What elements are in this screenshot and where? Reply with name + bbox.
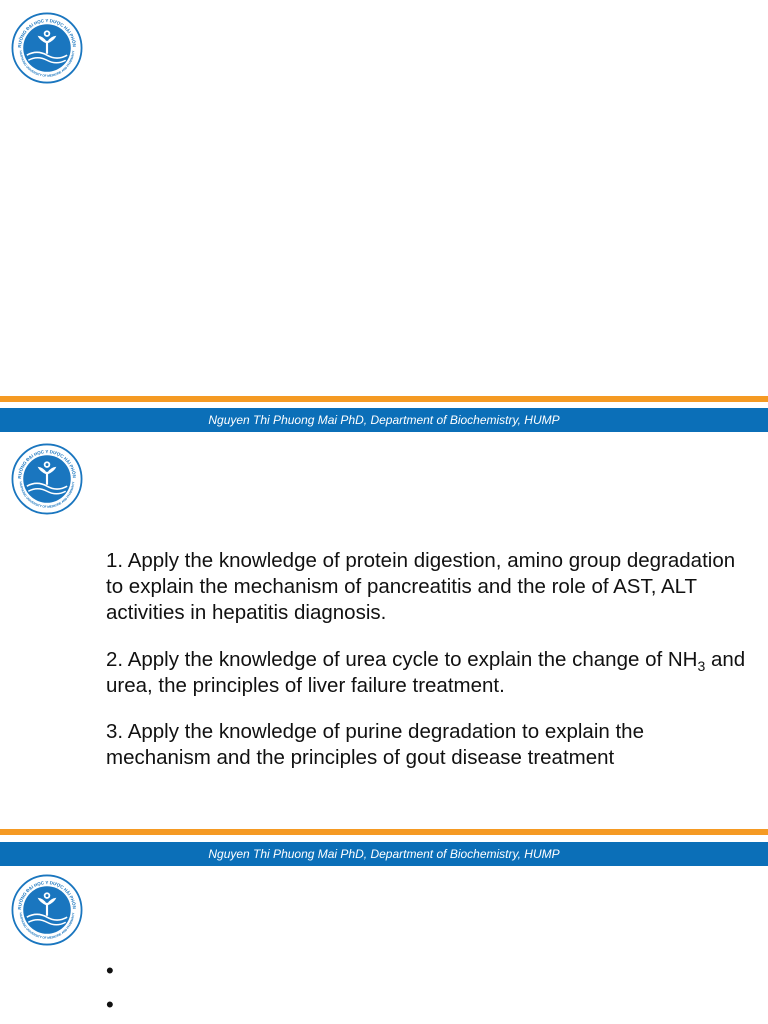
university-logo-icon (11, 874, 83, 946)
footer-text: Nguyen Thi Phuong Mai PhD, Department of Biochemistry, HUMP (208, 413, 560, 427)
objective-item (106, 647, 746, 699)
slide-2 (0, 433, 768, 866)
bullet-list (106, 954, 114, 1022)
objective-number: 3. (106, 720, 124, 743)
university-logo-icon (11, 443, 83, 515)
footer-bar (0, 842, 768, 866)
objective-number: 1. (106, 549, 124, 572)
objective-text-continued: and urea, the principles of liver failure treatment. (106, 647, 746, 697)
objective-number: 2. (106, 647, 124, 671)
subscript: 3 (697, 657, 706, 674)
bullet-item: • (106, 958, 114, 983)
slide-3 (0, 866, 768, 1024)
footer-orange-bar (0, 829, 768, 835)
footer-text: Nguyen Thi Phuong Mai PhD, Department of Biochemistry, HUMP (208, 847, 560, 861)
objective-text: Apply the knowledge of urea cycle to explain the change of NH (127, 647, 698, 671)
objectives-list (106, 548, 746, 780)
bullet-item: • (106, 992, 114, 1017)
footer-orange-bar (0, 396, 768, 402)
objective-item (106, 719, 746, 771)
objective-item (106, 548, 746, 626)
objective-text: Apply the knowledge of protein digestion, amino group degradation to explain the mechanism of pancreatitis and the role of AST, ALT activities in hepatitis diagnosis. (106, 549, 736, 624)
university-logo-icon (11, 12, 83, 84)
footer-bar (0, 408, 768, 432)
objective-text: Apply the knowledge of purine degradation to explain the mechanism and the principles of gout disease treatment (106, 720, 644, 769)
slide-1 (0, 0, 768, 433)
